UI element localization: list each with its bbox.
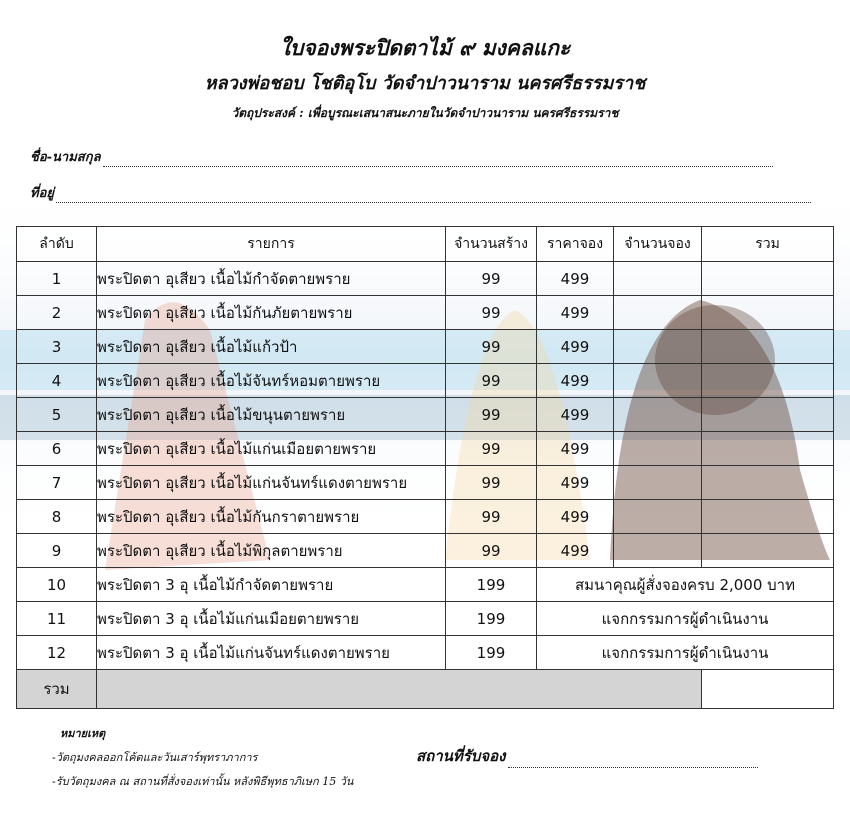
row-price: 499 <box>537 466 614 500</box>
row-price: 499 <box>537 330 614 364</box>
row-total-cell[interactable] <box>702 398 834 432</box>
row-no: 9 <box>17 534 97 568</box>
row-made: 99 <box>446 330 537 364</box>
row-made: 99 <box>446 398 537 432</box>
row-item: พระปิดตา 3 อุ เนื้อไม้แก่นจันทร์แดงตายพราย <box>97 636 446 670</box>
address-dotted-line[interactable] <box>56 190 811 203</box>
table-row-special <box>17 602 834 636</box>
row-made: 99 <box>446 466 537 500</box>
row-item: พระปิดตา อุเสียว เนื้อไม้กำจัดตายพราย <box>97 262 446 296</box>
table-row <box>17 534 834 568</box>
row-total-cell[interactable] <box>702 534 834 568</box>
row-note: แจกกรรมการผู้ดำเนินงาน <box>537 636 834 670</box>
row-no: 10 <box>17 568 97 602</box>
remarks-line-2: -รับวัตถุมงคล ณ สถานที่สั่งจองเท่านั้น หลังพิธีพุทธาภิเษก 15 วัน <box>52 775 354 788</box>
row-price: 499 <box>537 534 614 568</box>
row-qty-cell[interactable] <box>614 330 702 364</box>
row-item: พระปิดตา อุเสียว เนื้อไม้พิกุลตายพราย <box>97 534 446 568</box>
pickup-place-label: สถานที่รับจอง <box>416 747 506 765</box>
header-price: ราคาจอง <box>537 227 614 262</box>
row-qty-cell[interactable] <box>614 432 702 466</box>
row-no: 1 <box>17 262 97 296</box>
row-total-cell[interactable] <box>702 500 834 534</box>
pickup-place-field[interactable] <box>416 744 758 768</box>
row-price: 499 <box>537 364 614 398</box>
row-no: 8 <box>17 500 97 534</box>
row-qty-cell[interactable] <box>614 364 702 398</box>
name-label: ชื่อ-นามสกุล <box>30 150 101 165</box>
row-no: 3 <box>17 330 97 364</box>
table-total-row <box>17 670 834 709</box>
header-qty: จำนวนจอง <box>614 227 702 262</box>
row-no: 11 <box>17 602 97 636</box>
table-row <box>17 500 834 534</box>
table-row <box>17 432 834 466</box>
table-row-special <box>17 636 834 670</box>
table-row <box>17 330 834 364</box>
remarks-section <box>52 722 353 794</box>
row-price: 499 <box>537 432 614 466</box>
pickup-place-dotted-line[interactable] <box>508 755 758 768</box>
total-shaded-area <box>97 670 702 709</box>
row-price: 499 <box>537 398 614 432</box>
table-row <box>17 296 834 330</box>
table-row-special <box>17 568 834 602</box>
address-field[interactable] <box>30 182 811 203</box>
row-item: พระปิดตา อุเสียว เนื้อไม้กันกราตายพราย <box>97 500 446 534</box>
row-qty-cell[interactable] <box>614 296 702 330</box>
row-price: 499 <box>537 296 614 330</box>
purpose-text: วัตถุประสงค์ : เพื่อบูรณะเสนาสนะภายในวัดจำปาวนาราม นครศรีธรรมราช <box>231 106 619 120</box>
row-qty-cell[interactable] <box>614 500 702 534</box>
header-made: จำนวนสร้าง <box>446 227 537 262</box>
header-no: ลำดับ <box>17 227 97 262</box>
row-made: 199 <box>446 568 537 602</box>
name-field[interactable] <box>30 146 773 167</box>
row-made: 99 <box>446 296 537 330</box>
row-qty-cell[interactable] <box>614 398 702 432</box>
row-made: 99 <box>446 432 537 466</box>
row-item: พระปิดตา อุเสียว เนื้อไม้กันภัยตายพราย <box>97 296 446 330</box>
row-made: 199 <box>446 636 537 670</box>
row-total-cell[interactable] <box>702 330 834 364</box>
row-no: 6 <box>17 432 97 466</box>
row-price: 499 <box>537 500 614 534</box>
row-price: 499 <box>537 262 614 296</box>
row-no: 7 <box>17 466 97 500</box>
table-row <box>17 466 834 500</box>
page-title: ใบจองพระปิดตาไม้ ๙ มงคลแกะ <box>279 35 571 60</box>
row-item: พระปิดตา อุเสียว เนื้อไม้แก่นจันทร์แดงตายพราย <box>97 466 446 500</box>
grand-total-cell[interactable] <box>702 670 834 709</box>
row-total-cell[interactable] <box>702 262 834 296</box>
row-no: 2 <box>17 296 97 330</box>
row-qty-cell[interactable] <box>614 262 702 296</box>
row-item: พระปิดตา อุเสียว เนื้อไม้ขนุนตายพราย <box>97 398 446 432</box>
total-label: รวม <box>17 670 97 709</box>
row-no: 5 <box>17 398 97 432</box>
row-qty-cell[interactable] <box>614 534 702 568</box>
row-note: สมนาคุณผู้สั่งจองครบ 2,000 บาท <box>537 568 834 602</box>
order-table <box>16 226 834 709</box>
row-total-cell[interactable] <box>702 432 834 466</box>
row-item: พระปิดตา อุเสียว เนื้อไม้จันทร์หอมตายพราย <box>97 364 446 398</box>
row-made: 199 <box>446 602 537 636</box>
row-total-cell[interactable] <box>702 364 834 398</box>
name-dotted-line[interactable] <box>103 154 773 167</box>
row-item: พระปิดตา อุเสียว เนื้อไม้แก้วป้า <box>97 330 446 364</box>
row-made: 99 <box>446 500 537 534</box>
row-no: 12 <box>17 636 97 670</box>
row-made: 99 <box>446 262 537 296</box>
remarks-heading: หมายเหตุ <box>60 727 106 740</box>
row-item: พระปิดตา 3 อุ เนื้อไม้แก่นเมือยตายพราย <box>97 602 446 636</box>
remarks-line-1: -วัตถุมงคลออกโค้ดและวันเสาร์พุทราภาการ <box>52 751 258 764</box>
row-qty-cell[interactable] <box>614 466 702 500</box>
row-item: พระปิดตา 3 อุ เนื้อไม้กำจัดตายพราย <box>97 568 446 602</box>
row-no: 4 <box>17 364 97 398</box>
page-subtitle: หลวงพ่อชอบ โชติอุโบ วัดจำปาวนาราม นครศรีธรรมราช <box>204 73 646 94</box>
row-made: 99 <box>446 364 537 398</box>
table-row <box>17 398 834 432</box>
header-total: รวม <box>702 227 834 262</box>
row-item: พระปิดตา อุเสียว เนื้อไม้แก่นเมือยตายพราย <box>97 432 446 466</box>
row-total-cell[interactable] <box>702 296 834 330</box>
header-item: รายการ <box>97 227 446 262</box>
table-row <box>17 364 834 398</box>
row-note: แจกกรรมการผู้ดำเนินงาน <box>537 602 834 636</box>
table-header-row <box>17 227 834 262</box>
row-made: 99 <box>446 534 537 568</box>
address-label: ที่อยู่ <box>30 186 54 201</box>
table-row <box>17 262 834 296</box>
row-total-cell[interactable] <box>702 466 834 500</box>
